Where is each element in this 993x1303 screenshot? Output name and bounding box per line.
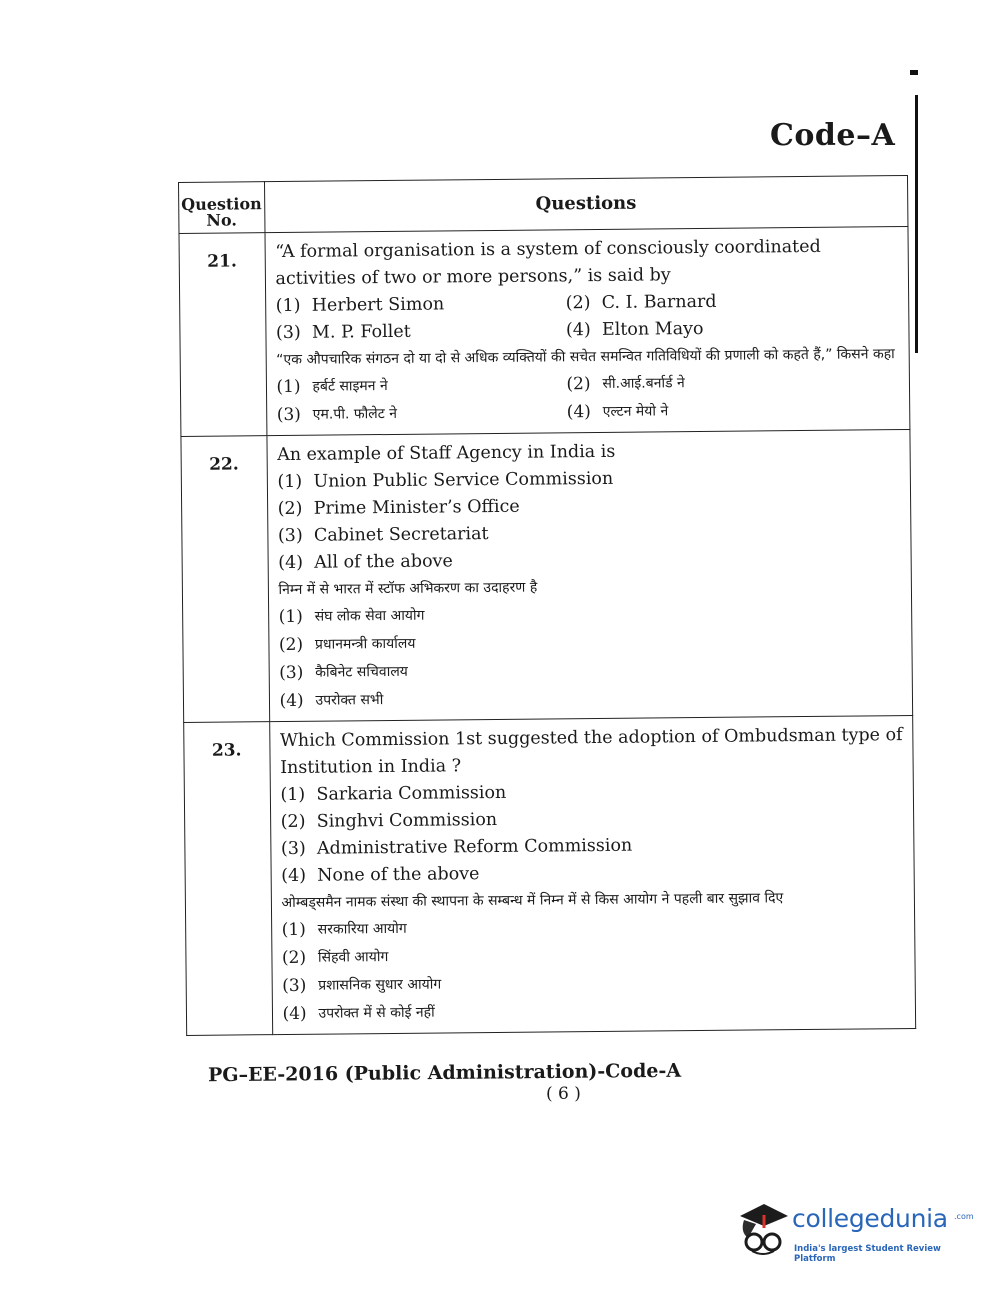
option-3: (3) Administrative Reform Commission [280,835,633,860]
question-row [181,429,913,722]
hindi-option-1: (1) संघ लोक सेवा आयोग [278,606,425,628]
option-3: (3) Cabinet Secretariat [277,524,489,547]
option-1: (1) Herbert Simon [275,294,445,317]
question-body [269,715,915,1034]
student-mascot-icon [734,1198,792,1258]
question-no-header: Question No. [179,182,265,234]
scan-edge-line [915,95,918,353]
question-number: 22. [181,436,269,723]
option-2: (2) Prime Minister’s Office [277,496,520,520]
option-2: (2) C. I. Barnard [565,291,717,314]
option-2: (2) Singhvi Commission [280,809,498,833]
options-list [280,776,905,890]
hindi-question-text: निम्न में से भारत में स्टॉफ अभिकरण का उदाहरण है [278,579,538,599]
option-3: (3) M. P. Follet [275,321,411,344]
logo-suffix: .com [954,1212,974,1221]
options-grid [276,287,901,347]
hindi-options-list [282,910,908,1028]
options-list [277,463,902,577]
option-4: (4) Elton Mayo [565,318,704,341]
question-text: An example of Staff Agency in India is [277,441,616,466]
questions-table [178,175,916,1036]
hindi-option-2: (2) सी.आई.बर्नार्ड ने [566,374,685,395]
code-title: Code–A [770,118,896,153]
page-number: ( 6 ) [546,1084,581,1104]
question-body [266,429,912,721]
question-row [179,226,910,436]
question-text: Which Commission 1st suggested the adoption of Ombudsman type of Institution in India ? [279,725,903,779]
hindi-option-2: (2) सिंहवी आयोग [281,947,389,969]
option-4: (4) All of the above [278,551,453,574]
hindi-option-1: (1) सरकारिया आयोग [281,919,407,941]
scan-edge-mark [910,70,918,75]
hindi-question-text: ओम्बड्समैन नामक संस्था की स्थापना के सम्बन्ध में निम्न में से किस आयोग ने पहली बार सुझाव दिए [281,890,784,912]
questions-header: Questions [264,175,908,232]
logo-wordmark: collegedunia [792,1204,948,1233]
option-4: (4) None of the above [281,864,480,887]
table-header-row [179,175,908,233]
option-1: (1) Sarkaria Commission [280,782,507,806]
hindi-options-list [279,597,905,715]
question-body [265,226,910,435]
question-text: “A formal organisation is a system of consciously coordinated activities of two or more persons,” is said by [275,236,821,290]
hindi-options-grid [276,367,901,429]
hindi-option-4: (4) एल्टन मेयो ने [566,402,669,423]
hindi-option-1: (1) हर्बर्ट साइमन ने [276,376,388,398]
logo-tagline: India's largest Student Review Platform [794,1244,941,1264]
question-number: 21. [179,233,266,437]
question-number: 23. [184,722,273,1036]
hindi-question-text: “एक औपचारिक संगठन दो या दो से अधिक व्यक्तियों की सचेत समन्वित गतिविधियों की प्रणाली को कहते हैं,” किसने कहा [276,346,895,369]
exam-footer: PG–EE-2016 (Public Administration)-Code-A [207,1059,682,1087]
hindi-option-4: (4) उपरोक्त में से कोई नहीं [282,1003,435,1025]
hindi-option-3: (3) कैबिनेट सचिवालय [279,662,408,684]
question-row [184,715,916,1035]
hindi-option-3: (3) एम.पी. फौलेट ने [276,404,398,426]
hindi-option-4: (4) उपरोक्त सभी [279,690,384,712]
collegedunia-logo [734,1198,974,1264]
option-1: (1) Union Public Service Commission [277,468,614,493]
hindi-option-3: (3) प्रशासनिक सुधार आयोग [282,975,442,997]
hindi-option-2: (2) प्रधानमन्त्री कार्यालय [278,634,416,656]
